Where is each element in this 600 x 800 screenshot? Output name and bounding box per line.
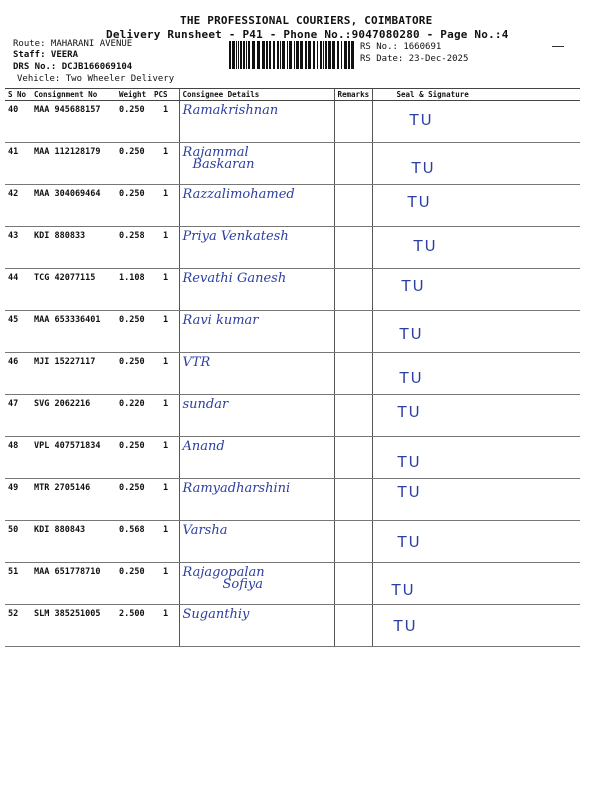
table-row (5, 311, 580, 353)
row-sno: 40 (5, 101, 31, 143)
signature-mark: TU (401, 277, 426, 295)
row-weight: 0.258 (116, 227, 151, 269)
row-remarks (334, 395, 372, 437)
consignee-handwritten-name: Anand (182, 439, 225, 454)
row-remarks (334, 185, 372, 227)
row-signature-cell (372, 101, 580, 143)
row-pcs: 1 (151, 437, 179, 479)
row-consignment-no: TCG 42077115 (31, 269, 116, 311)
row-consignee-cell (179, 437, 334, 479)
table-row (5, 605, 580, 647)
row-consignment-no: MJI 15227117 (31, 353, 116, 395)
table-row (5, 437, 580, 479)
col-header-consignment: Consignment No (31, 89, 116, 101)
row-pcs: 1 (151, 353, 179, 395)
consignee-handwritten-name: Revathi Ganesh (182, 271, 287, 286)
row-pcs: 1 (151, 521, 179, 563)
row-consignment-no: MAA 112128179 (31, 143, 116, 185)
row-sno: 46 (5, 353, 31, 395)
row-pcs: 1 (151, 227, 179, 269)
row-consignee-cell (179, 101, 334, 143)
row-signature-cell (372, 521, 580, 563)
consignee-handwritten-name: Ramakrishnan (182, 103, 279, 118)
route-label: Route: MAHARANI AVENUE (13, 39, 133, 49)
row-consignee-cell (179, 353, 334, 395)
rs-number: RS No.: 1660691 (360, 42, 442, 52)
row-weight: 0.250 (116, 437, 151, 479)
row-pcs: 1 (151, 311, 179, 353)
row-signature-cell (372, 395, 580, 437)
consignee-handwritten-name: Ramyadharshini (182, 481, 291, 496)
col-header-consignee: Consignee Details (179, 89, 334, 101)
runsheet-table (5, 88, 580, 647)
row-signature-cell (372, 311, 580, 353)
consignee-handwritten-name: Rajammal (182, 145, 249, 160)
consignee-handwritten-name: VTR (182, 355, 211, 370)
row-signature-cell (372, 143, 580, 185)
row-consignee-cell (179, 605, 334, 647)
consignee-handwritten-name: Suganthiy (182, 607, 250, 622)
row-signature-cell (372, 479, 580, 521)
table-row (5, 479, 580, 521)
row-signature-cell (372, 437, 580, 479)
row-consignee-cell (179, 143, 334, 185)
row-sno: 48 (5, 437, 31, 479)
row-remarks (334, 353, 372, 395)
signature-mark: TU (413, 237, 438, 255)
table-row (5, 521, 580, 563)
row-consignment-no: SVG 2062216 (31, 395, 116, 437)
col-header-pcs: PCS (151, 89, 179, 101)
col-header-seal: Seal & Signature (372, 89, 580, 101)
row-weight: 0.250 (116, 311, 151, 353)
row-signature-cell (372, 605, 580, 647)
row-consignee-cell (179, 521, 334, 563)
row-weight: 0.568 (116, 521, 151, 563)
signature-mark: TU (397, 403, 422, 421)
row-sno: 41 (5, 143, 31, 185)
row-remarks (334, 227, 372, 269)
row-weight: 0.250 (116, 185, 151, 227)
vehicle-label: Vehicle: Two Wheeler Delivery (17, 74, 175, 84)
row-pcs: 1 (151, 101, 179, 143)
row-consignment-no: MTR 2705146 (31, 479, 116, 521)
signature-mark: TU (397, 483, 422, 501)
row-consignee-cell (179, 185, 334, 227)
consignee-handwritten-name-line2: Sofiya (222, 577, 263, 592)
row-pcs: 1 (151, 395, 179, 437)
row-consignee-cell (179, 269, 334, 311)
table-row (5, 227, 580, 269)
row-weight: 0.250 (116, 353, 151, 395)
row-consignee-cell (179, 227, 334, 269)
row-pcs: 1 (151, 479, 179, 521)
table-row (5, 269, 580, 311)
row-consignee-cell (179, 563, 334, 605)
consignee-handwritten-name: Razzalimohamed (182, 187, 295, 202)
row-weight: 2.500 (116, 605, 151, 647)
staff-label: Staff: VEERA (13, 50, 79, 60)
row-weight: 0.250 (116, 563, 151, 605)
row-pcs: 1 (151, 563, 179, 605)
runsheet-subtitle: Delivery Runsheet - P41 - Phone No.:9047080280 - Page No.:4 (106, 28, 509, 41)
consignee-handwritten-name: Rajagopalan (182, 565, 265, 580)
signature-mark: TU (407, 193, 432, 211)
signature-mark: TU (411, 159, 436, 177)
barcode-image (229, 41, 356, 69)
table-header-row (5, 89, 580, 101)
row-signature-cell (372, 563, 580, 605)
row-weight: 1.108 (116, 269, 151, 311)
row-signature-cell (372, 269, 580, 311)
row-signature-cell (372, 353, 580, 395)
scan-mark (552, 46, 564, 47)
table-row (5, 395, 580, 437)
row-pcs: 1 (151, 143, 179, 185)
signature-mark: TU (399, 325, 424, 343)
row-consignment-no: KDI 880833 (31, 227, 116, 269)
row-consignee-cell (179, 311, 334, 353)
row-pcs: 1 (151, 185, 179, 227)
row-consignment-no: MAA 945688157 (31, 101, 116, 143)
consignee-handwritten-name: Priya Venkatesh (182, 229, 289, 244)
row-remarks (334, 101, 372, 143)
signature-mark: TU (393, 617, 418, 635)
row-consignment-no: VPL 407571834 (31, 437, 116, 479)
row-sno: 50 (5, 521, 31, 563)
signature-mark: TU (409, 111, 434, 129)
row-sno: 43 (5, 227, 31, 269)
signature-mark: TU (397, 453, 422, 471)
row-sno: 47 (5, 395, 31, 437)
row-remarks (334, 563, 372, 605)
row-remarks (334, 605, 372, 647)
table-row (5, 185, 580, 227)
drs-number: DRS No.: DCJB166069104 (13, 62, 133, 72)
row-signature-cell (372, 227, 580, 269)
table-row (5, 563, 580, 605)
signature-mark: TU (391, 581, 416, 599)
company-title: THE PROFESSIONAL COURIERS, COIMBATORE (180, 14, 433, 27)
row-sno: 44 (5, 269, 31, 311)
row-remarks (334, 521, 372, 563)
row-sno: 52 (5, 605, 31, 647)
consignee-handwritten-name-line2: Baskaran (192, 157, 255, 172)
col-header-sno: S No (5, 89, 31, 101)
row-weight: 0.250 (116, 143, 151, 185)
row-sno: 49 (5, 479, 31, 521)
row-remarks (334, 437, 372, 479)
row-consignment-no: MAA 304069464 (31, 185, 116, 227)
row-consignment-no: KDI 880843 (31, 521, 116, 563)
row-weight: 0.220 (116, 395, 151, 437)
row-consignee-cell (179, 395, 334, 437)
table-row (5, 101, 580, 143)
row-remarks (334, 143, 372, 185)
col-header-weight: Weight (116, 89, 151, 101)
row-pcs: 1 (151, 269, 179, 311)
consignee-handwritten-name: sundar (182, 397, 229, 412)
row-sno: 51 (5, 563, 31, 605)
col-header-remarks: Remarks (334, 89, 372, 101)
consignee-handwritten-name: Varsha (182, 523, 228, 538)
row-remarks (334, 269, 372, 311)
row-consignment-no: MAA 651778710 (31, 563, 116, 605)
signature-mark: TU (397, 533, 422, 551)
table-row (5, 353, 580, 395)
row-sno: 45 (5, 311, 31, 353)
row-consignment-no: SLM 385251005 (31, 605, 116, 647)
row-remarks (334, 479, 372, 521)
row-consignee-cell (179, 479, 334, 521)
row-sno: 42 (5, 185, 31, 227)
row-pcs: 1 (151, 605, 179, 647)
consignee-handwritten-name: Ravi kumar (182, 313, 259, 328)
row-remarks (334, 311, 372, 353)
signature-mark: TU (399, 369, 424, 387)
row-signature-cell (372, 185, 580, 227)
row-weight: 0.250 (116, 479, 151, 521)
rs-date: RS Date: 23-Dec-2025 (360, 54, 469, 64)
row-consignment-no: MAA 653336401 (31, 311, 116, 353)
table-row (5, 143, 580, 185)
row-weight: 0.250 (116, 101, 151, 143)
